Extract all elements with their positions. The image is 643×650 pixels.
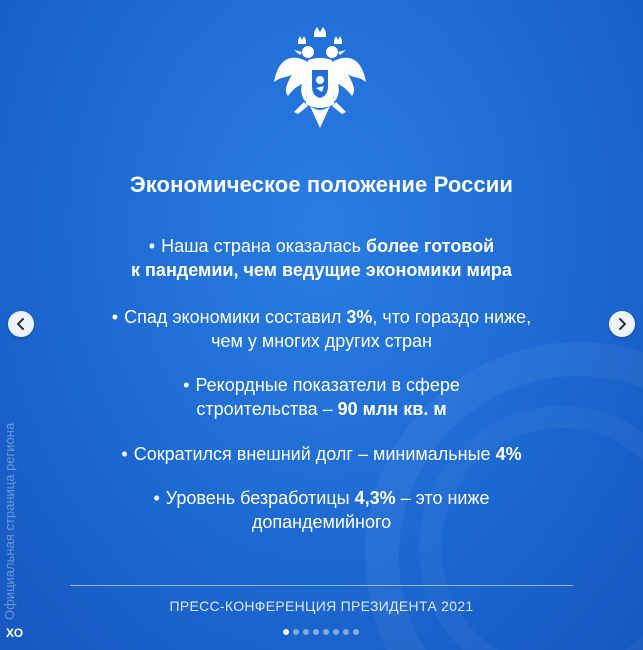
page-title: Экономическое положение России: [129, 172, 513, 197]
bullet: •: [121, 444, 128, 464]
fact-highlight: 3%: [346, 307, 373, 327]
footer-caption: ПРЕСС-КОНФЕРЕНЦИЯ ПРЕЗИДЕНТА 2021: [169, 598, 474, 614]
bullet: •: [148, 236, 156, 256]
fact-text: Уровень безработицы: [165, 488, 355, 508]
bullet: •: [111, 307, 119, 327]
carousel-dot[interactable]: [293, 629, 299, 635]
fact-text: Наша страна оказалась: [161, 236, 367, 256]
fact-item-economic-decline: [40, 305, 603, 353]
corner-logo: ХО: [6, 626, 24, 640]
fact-text: Рекордные показатели в сфере: [195, 375, 460, 395]
coat-of-arms-icon: [270, 26, 370, 130]
fact-highlight: 90 млн кв. м: [337, 399, 447, 419]
carousel-prev-button[interactable]: [8, 311, 34, 337]
carousel-dot[interactable]: [283, 629, 289, 635]
chevron-right-icon: [616, 318, 628, 330]
fact-item-external-debt: [40, 442, 603, 466]
fact-highlight: к пандемии, чем ведущие экономики мира: [131, 260, 512, 280]
fact-item-construction: [40, 373, 603, 421]
carousel-pagination: [283, 629, 359, 635]
carousel-next-button[interactable]: [609, 311, 635, 337]
bullet: •: [153, 488, 160, 508]
fact-item-unemployment: [40, 486, 603, 534]
fact-text: допандемийного: [251, 512, 392, 532]
footer-divider: [70, 585, 573, 586]
fact-highlight: 4%: [495, 444, 522, 464]
fact-highlight: 4,3%: [354, 488, 396, 508]
carousel-dot[interactable]: [303, 629, 309, 635]
carousel-dot[interactable]: [313, 629, 319, 635]
fact-text: Спад экономики составил: [124, 307, 347, 327]
fact-text: чем у многих других стран: [211, 331, 432, 351]
carousel-dot[interactable]: [333, 629, 339, 635]
fact-text: Сократился внешний долг – минимальные: [133, 444, 496, 464]
fact-highlight: более готовой: [366, 236, 495, 256]
fact-item-preparedness: [40, 234, 603, 282]
carousel-dot[interactable]: [353, 629, 359, 635]
fact-text: , что гораздо ниже,: [372, 307, 532, 327]
vertical-caption: Официальная страница региона: [2, 422, 17, 620]
fact-text: – это ниже: [395, 488, 490, 508]
chevron-left-icon: [15, 318, 27, 330]
fact-text: строительства –: [196, 399, 338, 419]
carousel-dot[interactable]: [343, 629, 349, 635]
bullet: •: [183, 375, 190, 395]
carousel-dot[interactable]: [323, 629, 329, 635]
